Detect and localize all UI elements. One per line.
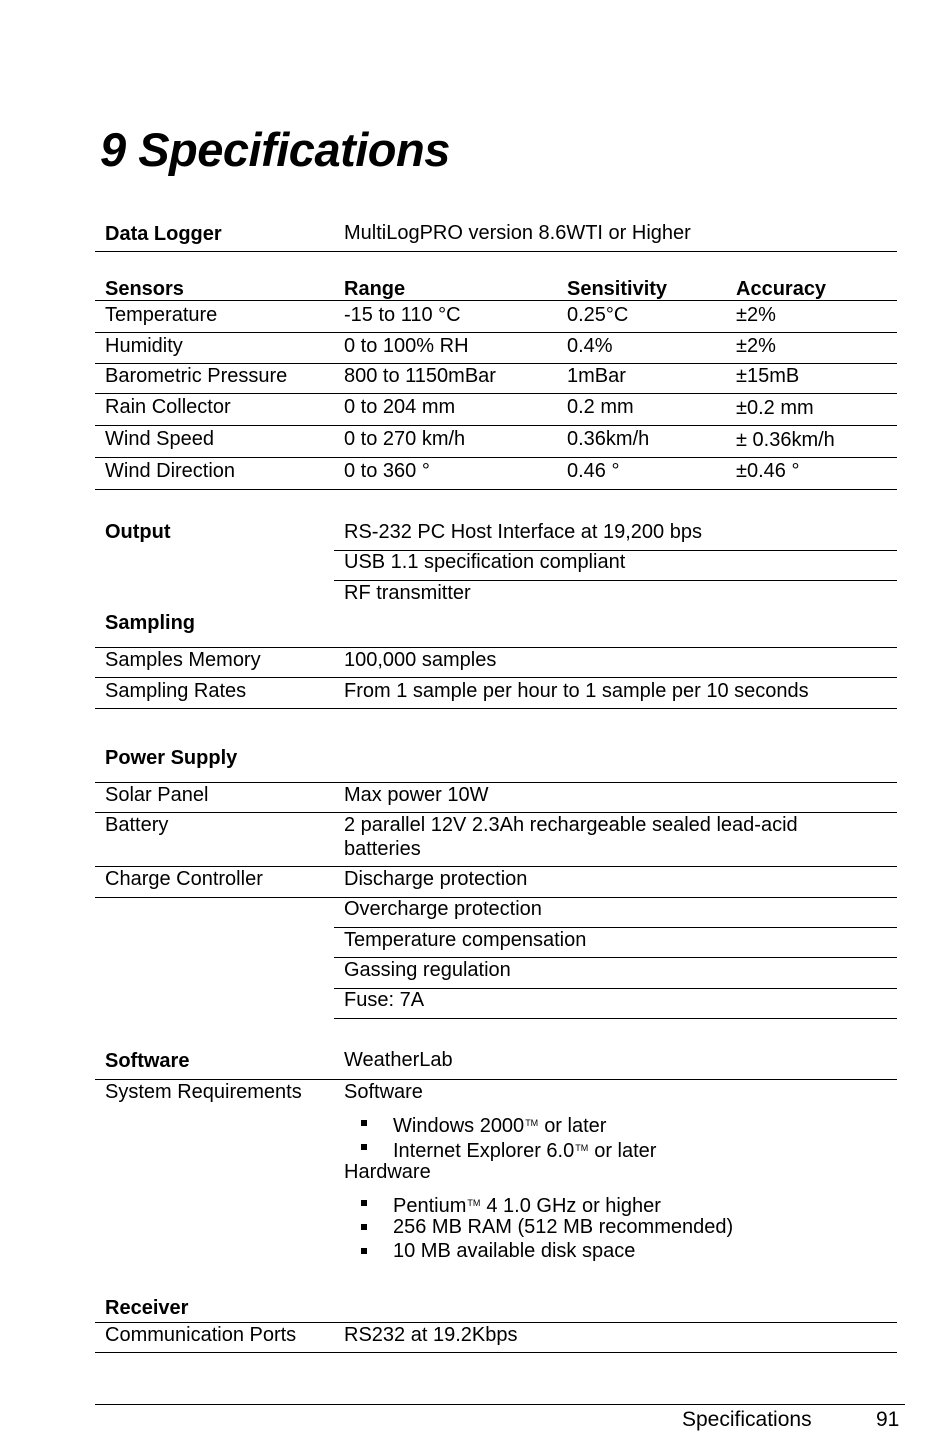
divider	[95, 708, 897, 709]
table-cell: 0.4%	[567, 335, 613, 357]
table-cell: RS232 at 19.2Kbps	[344, 1324, 518, 1346]
page-number: 91	[876, 1408, 900, 1431]
table-cell: ±2%	[736, 335, 776, 357]
table-cell: System Requirements	[105, 1081, 302, 1103]
table-cell: batteries	[344, 838, 421, 860]
divider	[95, 332, 897, 333]
divider	[334, 1018, 897, 1019]
table-cell: Rain Collector	[105, 396, 231, 418]
charge-item: Temperature compensation	[344, 929, 587, 951]
table-cell: 2 parallel 12V 2.3Ah rechargeable sealed lead-acid	[344, 814, 798, 836]
column-header-sensitivity: Sensitivity	[567, 278, 668, 300]
charge-item: Overcharge protection	[344, 898, 542, 920]
bullet-icon	[361, 1248, 367, 1254]
divider	[95, 782, 897, 783]
table-cell: Communication Ports	[105, 1324, 297, 1346]
bullet-icon	[361, 1120, 367, 1126]
charge-item: Discharge protection	[344, 868, 528, 890]
table-cell: Wind Direction	[105, 460, 236, 482]
list-item: Pentium™ 4 1.0 GHz or higher	[393, 1195, 661, 1217]
footer-rule	[95, 1404, 905, 1405]
table-cell: 0.2 mm	[567, 396, 634, 418]
table-cell: Humidity	[105, 335, 183, 357]
output-item: RS-232 PC Host Interface at 19,200 bps	[344, 521, 702, 543]
table-cell: 0.25°C	[567, 304, 629, 326]
table-cell: 100,000 samples	[344, 649, 497, 671]
table-cell: 0 to 204 mm	[344, 396, 456, 418]
list-item: Internet Explorer 6.0™ or later	[393, 1140, 657, 1162]
software-value: WeatherLab	[344, 1049, 453, 1071]
table-cell: Solar Panel	[105, 784, 209, 806]
divider	[95, 489, 897, 490]
table-cell: 0 to 270 km/h	[344, 428, 466, 450]
software-heading: Software	[344, 1081, 423, 1103]
output-item: RF transmitter	[344, 582, 471, 604]
column-header-accuracy: Accuracy	[736, 278, 827, 300]
data-logger-value: MultiLogPRO version 8.6WTI or Higher	[344, 222, 691, 244]
table-cell: 0 to 100% RH	[344, 335, 469, 357]
list-item: Windows 2000™ or later	[393, 1115, 607, 1137]
table-cell: 800 to 1150mBar	[344, 365, 496, 387]
table-cell: -15 to 110 °C	[344, 304, 461, 326]
page-title: 9 Specifications	[100, 123, 450, 176]
column-header-sensors: Sensors	[105, 278, 184, 300]
table-cell: ±2%	[736, 304, 776, 326]
receiver-label: Receiver	[105, 1297, 189, 1319]
column-header-range: Range	[344, 278, 406, 300]
divider	[95, 300, 897, 301]
data-logger-label: Data Logger	[105, 223, 222, 245]
divider	[95, 457, 897, 458]
output-item: USB 1.1 specification compliant	[344, 551, 626, 573]
divider	[95, 1352, 897, 1353]
hardware-heading: Hardware	[344, 1161, 431, 1183]
table-cell: ±0.2 mm	[736, 397, 814, 419]
footer-section: Specifications	[682, 1408, 812, 1431]
table-cell: ±15mB	[736, 365, 800, 387]
bullet-icon	[361, 1144, 367, 1150]
table-cell: ±0.46 °	[736, 460, 800, 482]
table-cell: Max power 10W	[344, 784, 489, 806]
list-item: 10 MB available disk space	[393, 1240, 636, 1262]
table-cell: Wind Speed	[105, 428, 214, 450]
power-supply-label: Power Supply	[105, 747, 238, 769]
table-cell: Sampling Rates	[105, 680, 247, 702]
charge-item: Fuse: 7A	[344, 989, 425, 1011]
table-cell: 1mBar	[567, 365, 626, 387]
table-cell: Battery	[105, 814, 169, 836]
divider	[95, 251, 897, 252]
table-cell: 0.36km/h	[567, 428, 650, 450]
divider	[95, 393, 897, 394]
charge-item: Gassing regulation	[344, 959, 511, 981]
table-cell: 0.46 °	[567, 460, 620, 482]
output-label: Output	[105, 521, 171, 543]
table-cell: Barometric Pressure	[105, 365, 288, 387]
table-cell: Temperature	[105, 304, 218, 326]
sampling-label: Sampling	[105, 612, 196, 634]
software-label: Software	[105, 1050, 190, 1072]
table-cell: From 1 sample per hour to 1 sample per 10 seconds	[344, 680, 809, 702]
table-cell: 0 to 360 °	[344, 460, 430, 482]
table-cell: Charge Controller	[105, 868, 263, 890]
list-item: 256 MB RAM (512 MB recommended)	[393, 1216, 734, 1238]
table-cell: ± 0.36km/h	[736, 429, 835, 451]
bullet-icon	[361, 1200, 367, 1206]
table-cell: Samples Memory	[105, 649, 261, 671]
divider	[95, 425, 897, 426]
divider	[95, 677, 897, 678]
bullet-icon	[361, 1224, 367, 1230]
